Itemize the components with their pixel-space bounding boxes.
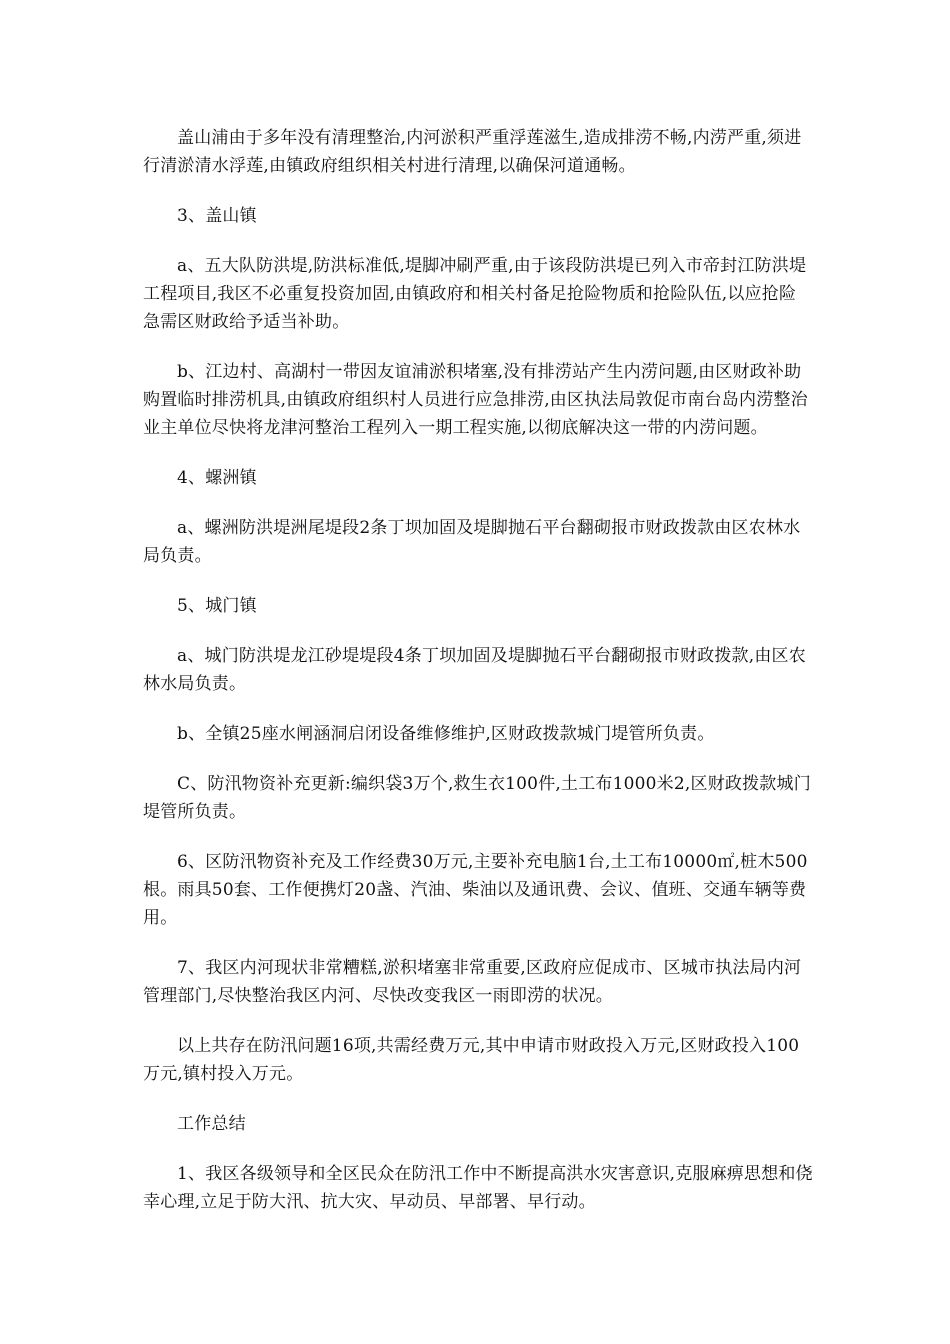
heading-gaishan-town: 3、盖山镇 bbox=[177, 206, 257, 226]
paragraph-chengmen-item-b: b、全镇25座水闸涵洞启闭设备维修维护,区财政拨款城门堤管所负责。 bbox=[177, 724, 715, 744]
paragraph-gaishan-item-b: b、江边村、高湖村一带因友谊浦淤积堵塞,没有排涝站产生内涝问题,由区财政补助购置临时排涝机具,由镇政府组织村人员进行应急排涝,由区执法局敦促市南台岛内涝整治业主单位尽快将龙津河整治工程列入一期工程实施,以彻底解决这一带的内涝问题。 bbox=[143, 362, 808, 438]
document-body bbox=[143, 124, 813, 1238]
paragraph-gaishanpu-dredging: 盖山浦由于多年没有清理整治,内河淤积严重浮莲滋生,造成排涝不畅,内涝严重,须进行清淤清水浮莲,由镇政府组织相关村进行清理,以确保河道通畅。 bbox=[143, 128, 802, 176]
paragraph-chengmen-item-a: a、城门防洪堤龙江砂堤堤段4条丁坝加固及堤脚抛石平台翻砌报市财政拨款,由区农林水局负责。 bbox=[143, 646, 806, 694]
paragraph-chengmen-item-c: C、防汛物资补充更新:编织袋3万个,救生衣100件,土工布1000米2,区财政拨款城门堤管所负责。 bbox=[143, 774, 811, 822]
heading-chengmen-town: 5、城门镇 bbox=[177, 596, 257, 616]
paragraph-district-supplies: 6、区防汛物资补充及工作经费30万元,主要补充电脑1台,土工布10000㎡,桩木500根。雨具50套、工作便携灯20盏、汽油、柴油以及通讯费、会议、值班、交通车辆等费用。 bbox=[143, 852, 808, 928]
paragraph-gaishan-item-a: a、五大队防洪堤,防洪标准低,堤脚冲刷严重,由于该段防洪堤已列入市帝封江防洪堤工程项目,我区不必重复投资加固,由镇政府和相关村备足抢险物质和抢险队伍,以应抢险急需区财政给予适当补助。 bbox=[143, 256, 807, 332]
paragraph-summary-totals: 以上共存在防汛问题16项,共需经费万元,其中申请市财政投入万元,区财政投入100万元,镇村投入万元。 bbox=[143, 1036, 800, 1084]
heading-work-summary: 工作总结 bbox=[177, 1114, 246, 1134]
heading-luozhou-town: 4、螺洲镇 bbox=[177, 468, 257, 488]
paragraph-luozhou-item-a: a、螺洲防洪堤洲尾堤段2条丁坝加固及堤脚抛石平台翻砌报市财政拨款由区农林水局负责。 bbox=[143, 518, 801, 566]
paragraph-summary-item-1: 1、我区各级领导和全区民众在防汛工作中不断提高洪水灾害意识,克服麻痹思想和侥幸心理,立足于防大汛、抗大灾、早动员、早部署、早行动。 bbox=[143, 1164, 813, 1212]
paragraph-inland-rivers: 7、我区内河现状非常糟糕,淤积堵塞非常重要,区政府应促成市、区城市执法局内河管理部门,尽快整治我区内河、尽快改变我区一雨即涝的状况。 bbox=[143, 958, 802, 1006]
